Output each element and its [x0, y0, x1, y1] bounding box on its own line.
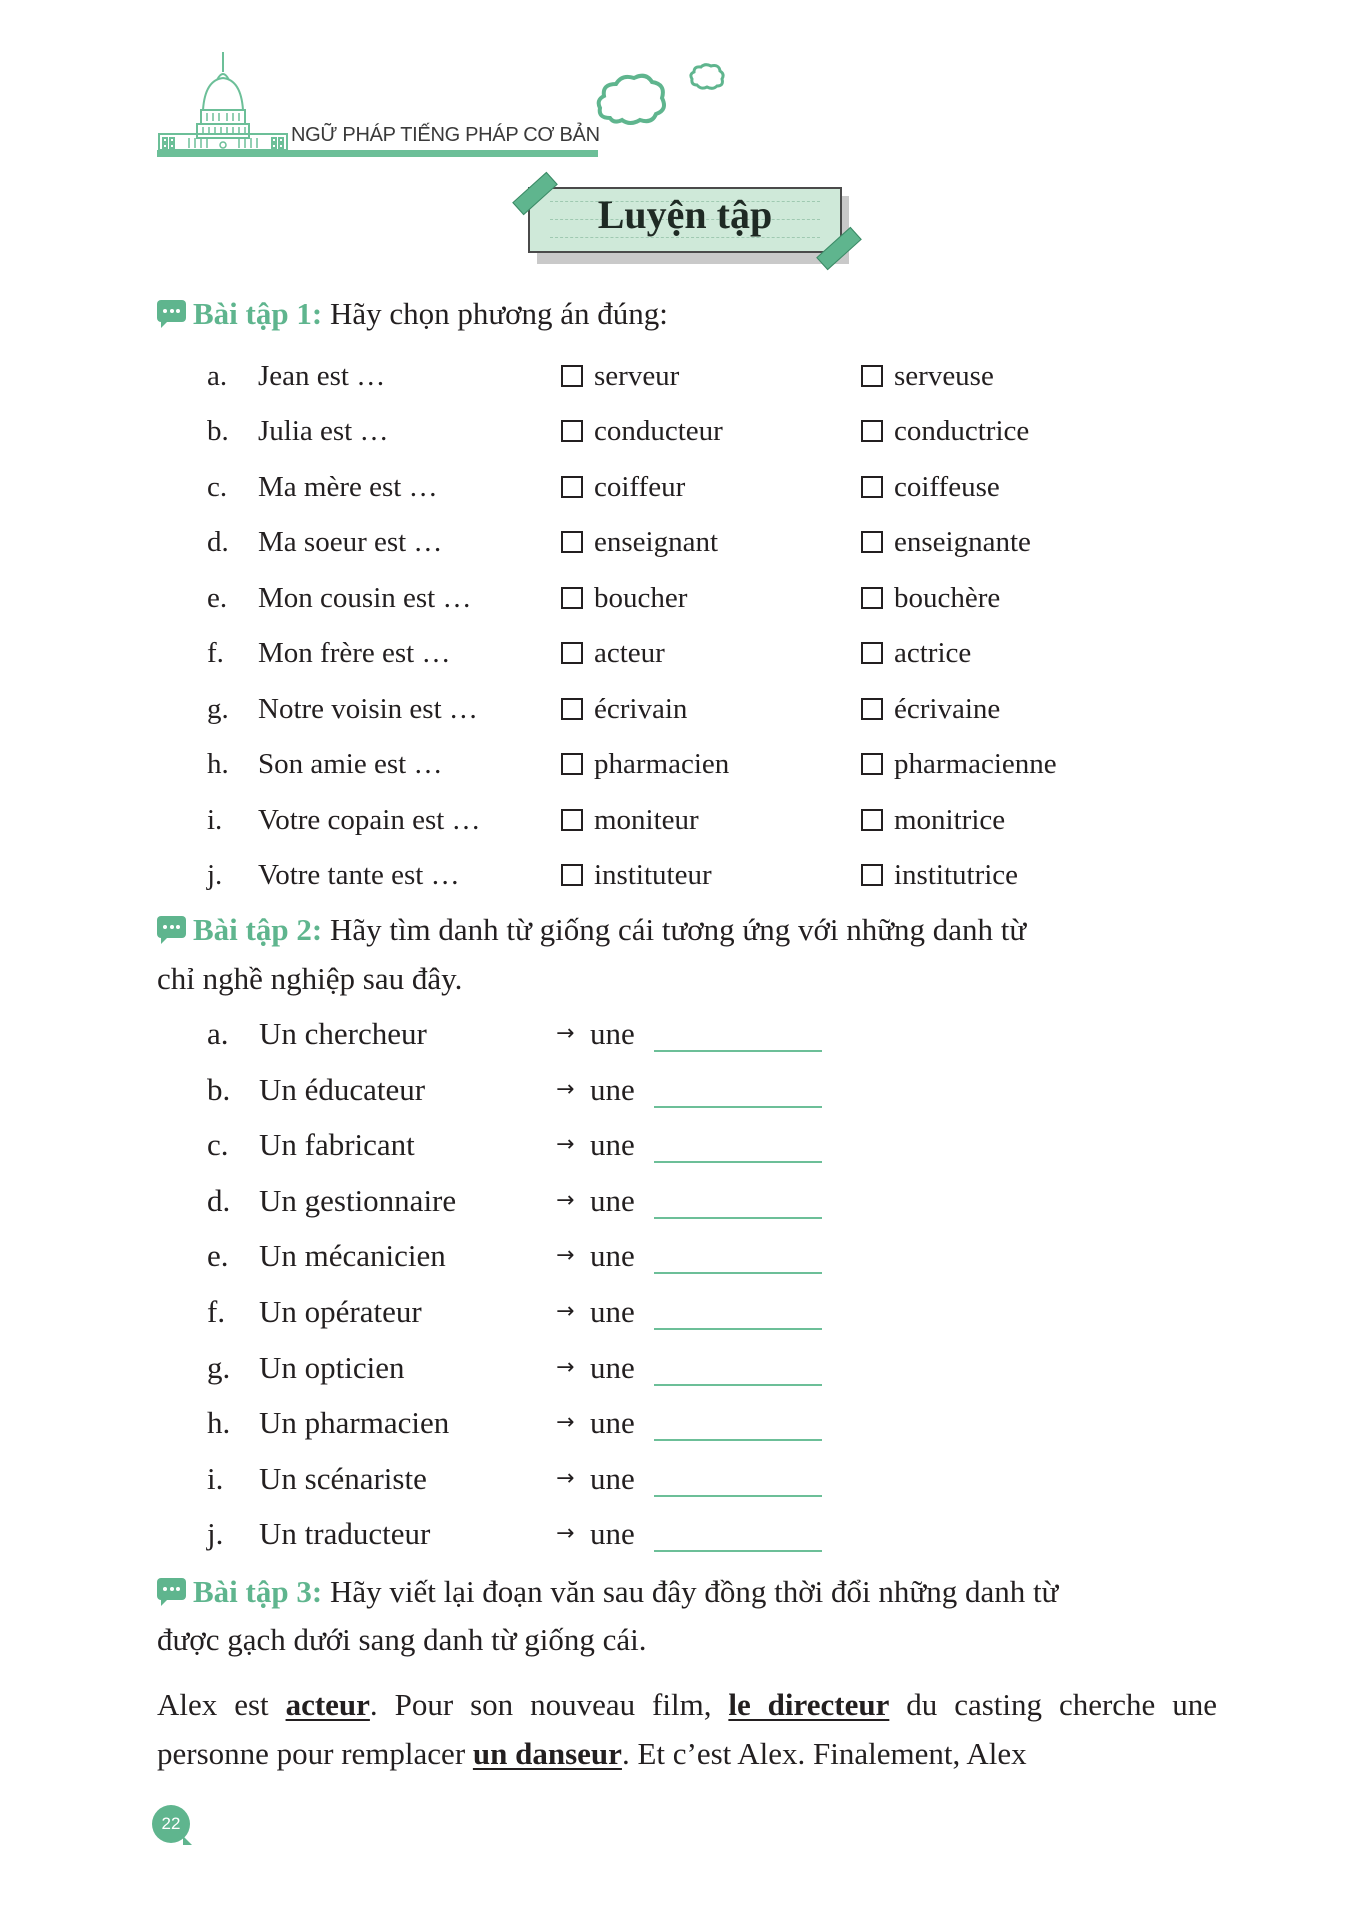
- option-1[interactable]: [561, 411, 723, 451]
- answer-blank[interactable]: [654, 1106, 822, 1108]
- option-1[interactable]: [561, 633, 665, 673]
- header-divider: [157, 150, 598, 157]
- option-label: moniteur: [594, 804, 699, 836]
- item-stem: Un éducateur: [259, 1072, 426, 1107]
- answer-blank[interactable]: [654, 1550, 822, 1552]
- item-stem: Son amie est …: [258, 748, 443, 780]
- checkbox[interactable]: [561, 753, 583, 775]
- exercise2-label: Bài tập 2:: [193, 912, 323, 947]
- item-letter: d.: [207, 1183, 231, 1218]
- checkbox[interactable]: [561, 698, 583, 720]
- arrow-right-icon: →: [556, 1243, 575, 1268]
- checkbox[interactable]: [561, 365, 583, 387]
- option-label: instituteur: [594, 859, 712, 891]
- checkbox[interactable]: [861, 420, 883, 442]
- option-2[interactable]: [861, 411, 1029, 451]
- item-letter: g.: [207, 693, 229, 725]
- exercise1-header: [157, 290, 668, 338]
- underlined-noun: acteur: [285, 1687, 370, 1722]
- underlined-noun: le directeur: [728, 1687, 890, 1722]
- checkbox[interactable]: [561, 531, 583, 553]
- option-1[interactable]: [561, 522, 718, 562]
- exercise3-instruction: Hãy viết lại đoạn văn sau đây đồng thời đổi những danh từ: [329, 1574, 1059, 1609]
- checkbox[interactable]: [861, 531, 883, 553]
- option-label: conducteur: [594, 415, 723, 447]
- option-1[interactable]: [561, 855, 712, 895]
- option-2[interactable]: [861, 356, 994, 396]
- option-label: pharmacienne: [894, 748, 1057, 780]
- answer-blank[interactable]: [654, 1161, 822, 1163]
- answer-prefix: une: [590, 1183, 635, 1218]
- item-letter: h.: [207, 1405, 231, 1440]
- arrow-right-icon: →: [556, 1355, 575, 1380]
- item-letter: c.: [207, 471, 228, 503]
- exercise3-paragraph: [157, 1680, 1217, 1778]
- answer-prefix: une: [590, 1350, 635, 1385]
- answer-blank[interactable]: [654, 1217, 822, 1219]
- item-letter: j.: [207, 859, 223, 891]
- item-stem: Notre voisin est …: [258, 693, 478, 725]
- exercise3-header: [157, 1568, 1058, 1616]
- paragraph-text: . Et c’est Alex. Finalement, Alex: [621, 1736, 1027, 1771]
- underlined-noun: un danseur: [472, 1736, 622, 1771]
- checkbox[interactable]: [561, 642, 583, 664]
- option-2[interactable]: [861, 633, 971, 673]
- arrow-right-icon: →: [556, 1299, 575, 1324]
- item-letter: e.: [207, 1238, 229, 1273]
- item-letter: f.: [207, 637, 224, 669]
- option-2[interactable]: [861, 855, 1018, 895]
- capitol-building-icon: [157, 50, 289, 152]
- option-2[interactable]: [861, 800, 1005, 840]
- answer-prefix: une: [590, 1294, 635, 1329]
- item-stem: Jean est …: [258, 360, 386, 392]
- checkbox[interactable]: [561, 420, 583, 442]
- item-letter: b.: [207, 415, 229, 447]
- option-label: monitrice: [894, 804, 1006, 836]
- option-label: écrivaine: [894, 693, 1001, 725]
- item-letter: h.: [207, 748, 229, 780]
- answer-prefix: une: [590, 1461, 635, 1496]
- arrow-right-icon: →: [556, 1521, 575, 1546]
- answer-blank[interactable]: [654, 1328, 822, 1330]
- arrow-right-icon: →: [556, 1132, 575, 1157]
- option-1[interactable]: [561, 689, 687, 729]
- option-2[interactable]: [861, 467, 1000, 507]
- item-letter: i.: [207, 804, 223, 836]
- item-stem: Un pharmacien: [259, 1405, 450, 1440]
- chat-bubble-icon: [157, 1578, 186, 1600]
- cloud-icon: [596, 72, 668, 126]
- page-number-badge: 22: [152, 1805, 190, 1843]
- answer-prefix: une: [590, 1238, 635, 1273]
- option-label: pharmacien: [594, 748, 730, 780]
- checkbox[interactable]: [861, 476, 883, 498]
- item-letter: b.: [207, 1072, 231, 1107]
- answer-prefix: une: [590, 1016, 635, 1051]
- exercise1-instruction: Hãy chọn phương án đúng:: [329, 296, 668, 331]
- checkbox[interactable]: [561, 476, 583, 498]
- option-label: actrice: [894, 637, 972, 669]
- cloud-small-icon: [689, 63, 725, 91]
- item-stem: Votre tante est …: [258, 859, 460, 891]
- answer-prefix: une: [590, 1405, 635, 1440]
- checkbox[interactable]: [561, 809, 583, 831]
- paragraph-text: . Pour son nouveau film,: [369, 1687, 729, 1722]
- exercise2-header: [157, 906, 1026, 954]
- item-stem: Mon frère est …: [258, 637, 451, 669]
- option-2[interactable]: [861, 522, 1031, 562]
- item-letter: e.: [207, 582, 228, 614]
- exercise3-label: Bài tập 3:: [193, 1574, 323, 1609]
- arrow-right-icon: →: [556, 1077, 575, 1102]
- option-label: conductrice: [894, 415, 1030, 447]
- item-stem: Ma mère est …: [258, 471, 438, 503]
- answer-blank[interactable]: [654, 1272, 822, 1274]
- checkbox[interactable]: [561, 587, 583, 609]
- answer-blank[interactable]: [654, 1495, 822, 1497]
- option-1[interactable]: [561, 800, 699, 840]
- checkbox[interactable]: [861, 809, 883, 831]
- item-stem: Un opérateur: [259, 1294, 422, 1329]
- option-1[interactable]: [561, 356, 679, 396]
- exercise3-instruction-cont: được gạch dưới sang danh từ giống cái.: [157, 1622, 647, 1657]
- item-stem: Un scénariste: [259, 1461, 427, 1496]
- item-letter: g.: [207, 1350, 231, 1385]
- option-1[interactable]: [561, 578, 687, 618]
- item-stem: Un chercheur: [259, 1016, 427, 1051]
- item-letter: c.: [207, 1127, 229, 1162]
- item-stem: Un fabricant: [259, 1127, 415, 1162]
- checkbox[interactable]: [861, 587, 883, 609]
- option-label: coiffeur: [594, 471, 686, 503]
- item-stem: Un opticien: [259, 1350, 405, 1385]
- option-label: enseignante: [894, 526, 1031, 558]
- option-label: enseignant: [594, 526, 719, 558]
- checkbox[interactable]: [861, 753, 883, 775]
- answer-prefix: une: [590, 1127, 635, 1162]
- item-stem: Mon cousin est …: [258, 582, 472, 614]
- chat-bubble-icon: [157, 916, 186, 938]
- item-letter: i.: [207, 1461, 224, 1496]
- exercise2-instruction: Hãy tìm danh từ giống cái tương ứng với những danh từ: [329, 912, 1027, 947]
- item-letter: a.: [207, 1016, 229, 1051]
- book-title: NGỮ PHÁP TIẾNG PHÁP CƠ BẢN: [291, 124, 600, 146]
- paragraph-text: du casting cherche une personne pour remplacer: [157, 1687, 1217, 1771]
- answer-blank[interactable]: [654, 1050, 822, 1052]
- option-1[interactable]: [561, 467, 685, 507]
- arrow-right-icon: →: [556, 1410, 575, 1435]
- checkbox[interactable]: [561, 864, 583, 886]
- checkbox[interactable]: [861, 864, 883, 886]
- section-title-box: [528, 187, 842, 253]
- exercise2-instruction-cont: chỉ nghề nghiệp sau đây.: [157, 961, 463, 996]
- item-stem: Votre copain est …: [258, 804, 481, 836]
- answer-prefix: une: [590, 1516, 635, 1551]
- option-2[interactable]: [861, 689, 1000, 729]
- option-label: serveur: [594, 360, 680, 392]
- checkbox[interactable]: [861, 365, 883, 387]
- checkbox[interactable]: [861, 698, 883, 720]
- arrow-right-icon: →: [556, 1021, 575, 1046]
- item-stem: Un traducteur: [259, 1516, 431, 1551]
- answer-blank[interactable]: [654, 1439, 822, 1441]
- chat-bubble-icon: [157, 300, 186, 322]
- item-stem: Un gestionnaire: [259, 1183, 457, 1218]
- item-letter: f.: [207, 1294, 226, 1329]
- option-label: écrivain: [594, 693, 688, 725]
- arrow-right-icon: →: [556, 1466, 575, 1491]
- answer-prefix: une: [590, 1072, 635, 1107]
- option-1[interactable]: [561, 744, 729, 784]
- option-label: acteur: [594, 637, 665, 669]
- item-stem: Un mécanicien: [259, 1238, 446, 1273]
- item-letter: j.: [207, 1516, 224, 1551]
- option-label: bouchère: [894, 582, 1001, 614]
- checkbox[interactable]: [861, 642, 883, 664]
- item-stem: Julia est …: [258, 415, 389, 447]
- item-letter: d.: [207, 526, 229, 558]
- option-2[interactable]: [861, 578, 1000, 618]
- arrow-right-icon: →: [556, 1188, 575, 1213]
- option-label: institutrice: [894, 859, 1019, 891]
- option-label: boucher: [594, 582, 688, 614]
- option-2[interactable]: [861, 744, 1057, 784]
- section-title: Luyện tập: [597, 192, 773, 237]
- paragraph-text: Alex est: [157, 1687, 286, 1722]
- item-letter: a.: [207, 360, 228, 392]
- exercise1-label: Bài tập 1:: [193, 296, 323, 331]
- answer-blank[interactable]: [654, 1384, 822, 1386]
- item-stem: Ma soeur est …: [258, 526, 443, 558]
- option-label: serveuse: [894, 360, 994, 392]
- option-label: coiffeuse: [894, 471, 1000, 503]
